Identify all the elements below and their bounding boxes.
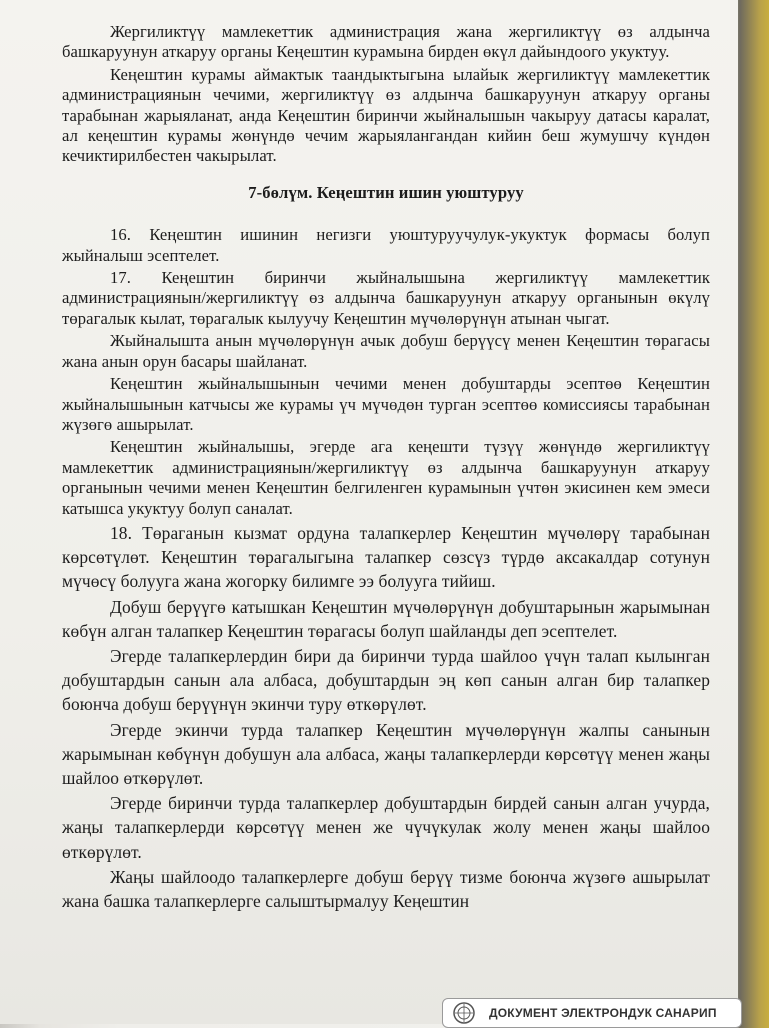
paragraph: Эгерде биринчи турда талапкерлер добуштардын бирдей санын алган учурда, жаңы талапкерлерди көрсөтүү менен же чүчүкулак жолу менен жаңы шайлоо өткөрүлөт.	[62, 793, 710, 862]
paragraph: 17. Кеңештин биринчи жыйналышына жергиликтүү мамлекеттик администрациянын/жергиликтүү өз алдынча башкаруунун аткаруу органынын өкүлү төрагалык кылат, төрагалык кылуучу Кеңештин мүчөлөрүнүн атынан чыгат.	[62, 268, 710, 328]
paragraph: Жыйналышта анын мүчөлөрүнүн ачык добуш берүүсү менен Кеңештин төрагасы жана анын орун басары шайланат.	[62, 331, 710, 371]
paragraph: Жергиликтүү мамлекеттик администрация жана жергиликтүү өз алдынча башкаруунун аткаруу органы Кеңештин курамына бирден өкүл дайындоого укуктуу.	[62, 22, 710, 62]
document-text	[62, 22, 710, 913]
paragraph: Эгерде экинчи турда талапкер Кеңештин мүчөлөрүнүн жалпы санынын жарымынан көбүнүн добушун ала албаса, жаңы талапкерлерди көрсөтүү менен жаңы шайлоо өткөрүлөт.	[62, 719, 710, 788]
paragraph: Эгерде талапкерлердин бири да биринчи турда шайлоо үчүн талап кылынган добуштардын санын ала албаса, добуштардын эң көп санын алган бир талапкер боюнча добуш берүүнүн экинчи туру өткөрүлөт.	[62, 645, 710, 715]
paragraph: Кеңештин жыйналышы, эгерде ага кеңешти түзүү жөнүндө жергиликтүү мамлекеттик администрациянын/жергиликтүү өз алдынча башкаруунун аткаруу органынын чечими менен Кеңештин белгиленген курамынын үчтөн экисинен кем эмеси катышса укуктуу болуп саналат.	[62, 437, 710, 518]
document-text-lower	[62, 521, 710, 913]
stamp-label: ДОКУМЕНТ ЭЛЕКТРОНДУК САНАРИП	[489, 1006, 717, 1020]
paragraph: Кеңештин жыйналышынын чечими менен добуштарды эсептөө Кеңештин жыйналышынын катчысы же курамы үч мүчөдөн турган эсептөө комиссиясы тарабынан жүзөгө ашырылат.	[62, 374, 710, 434]
paragraph: 18. Төраганын кызмат ордуна талапкерлер Кеңештин мүчөлөрү тарабынан көрсөтүлөт. Кеңештин төрагалыгына талапкер сөзсүз түрдө аксакалдар сотунун мүчөсү болууга жана жогорку билимге ээ болууга тийиш.	[62, 522, 710, 592]
seal-icon	[449, 1002, 479, 1024]
section-heading: 7-бөлүм. Кеңештин ишин уюштуруу	[248, 182, 524, 202]
paragraph: 16. Кеңештин ишинин негизги уюштуруучулук-укуктук формасы болуп жыйналыш эсептелет.	[62, 225, 710, 265]
paragraph: Добуш берүүгө катышкан Кеңештин мүчөлөрүнүн добуштарынын жарымынан көбүн алган талапкер Кеңештин төрагасы болуп шайланды деп эсептелет.	[62, 596, 710, 641]
paragraph: Жаңы шайлоодо талапкерлерге добуш берүү тизме боюнча жүзөгө ашырылат жана башка талапкерлерге салыштырмалуу Кеңештин	[62, 866, 710, 911]
paragraph: Кеңештин курамы аймактык таандыктыгына ылайык жергиликтүү мамлекеттик администрациянын чечими, жергиликтүү өз алдынча башкаруунун аткаруу органы тарабынан жарыяланат, анда Кеңештин биринчи жыйналышын чакыруу датасы каралат, ал кеңештин курамы жөнүндө чечим жарыялангандан кийин беш жумушчу күндөн кечиктирилбестен чакырылат.	[62, 64, 710, 166]
